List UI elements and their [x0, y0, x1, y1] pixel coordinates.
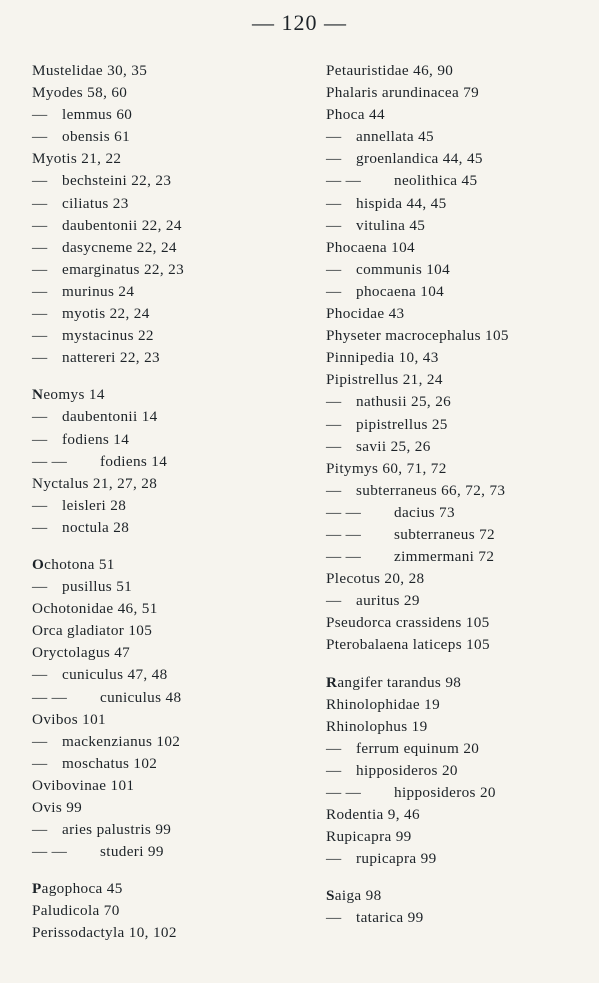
index-entry	[326, 259, 596, 281]
index-entry	[32, 406, 292, 428]
entry-text: daubentonii 22, 24	[62, 216, 182, 234]
index-entry	[326, 369, 596, 391]
entry-dash-prefix: —	[32, 408, 48, 426]
entry-text: Ovibos 101	[32, 710, 106, 728]
entry-text: Phoca 44	[326, 106, 385, 124]
entry-text: cuniculus 47, 48	[62, 666, 168, 684]
entry-text: leisleri 28	[62, 496, 127, 514]
index-entry	[326, 237, 596, 259]
entry-dash-prefix: —	[32, 260, 48, 278]
index-entry	[32, 664, 292, 686]
index-entry	[32, 642, 292, 664]
entry-text: noctula 28	[62, 518, 130, 536]
entry-text: Pagophoca 45	[32, 880, 123, 898]
index-entry	[32, 709, 292, 731]
index-entry	[32, 797, 292, 819]
entry-text: savii 25, 26	[356, 437, 431, 455]
entry-text: hispida 44, 45	[356, 194, 447, 212]
entry-text: aries palustris 99	[62, 821, 172, 839]
entry-text: Ochotona 51	[32, 555, 115, 573]
entry-dash-prefix: —	[326, 282, 342, 300]
entry-text: nattereri 22, 23	[62, 349, 160, 367]
index-entry	[326, 215, 596, 237]
entry-text: subterraneus 72	[394, 525, 495, 543]
index-entry	[32, 104, 292, 126]
entry-text: rupicapra 99	[356, 850, 437, 868]
entry-text: hipposideros 20	[394, 784, 496, 801]
entry-dash-prefix: —	[32, 172, 48, 190]
entry-dash-prefix: —	[32, 216, 48, 234]
entry-text: murinus 24	[62, 282, 135, 300]
entry-text: obensis 61	[62, 128, 131, 146]
index-entry	[32, 922, 292, 944]
entry-text: mackenzianus 102	[62, 732, 181, 750]
index-entry	[326, 458, 596, 480]
index-entry	[32, 878, 292, 900]
entry-dash-prefix: — —	[326, 548, 362, 566]
index-entry	[326, 672, 596, 694]
index-entry	[326, 907, 596, 929]
entry-dash-prefix: — —	[326, 172, 362, 190]
index-entry	[326, 782, 596, 804]
entry-dash-prefix: —	[326, 481, 342, 499]
entry-text: Rangifer tarandus 98	[326, 673, 462, 691]
entry-dash-prefix: — —	[32, 688, 68, 706]
entry-dash-prefix: —	[32, 282, 48, 300]
entry-text: Pinnipedia 10, 43	[326, 349, 439, 367]
entry-text: fodiens 14	[100, 452, 168, 470]
entry-text: communis 104	[356, 260, 451, 278]
entry-text: neolithica 45	[394, 172, 478, 190]
entry-dash-prefix: — —	[326, 784, 362, 801]
entry-dash-prefix: —	[32, 349, 48, 367]
entry-text: tatarica 99	[356, 909, 424, 927]
index-entry	[32, 215, 292, 237]
entry-dash-prefix: —	[32, 327, 48, 345]
index-entry	[32, 170, 292, 192]
entry-text: moschatus 102	[62, 754, 158, 772]
entry-text: Pipistrellus 21, 24	[326, 371, 443, 389]
entry-dash-prefix: —	[32, 106, 48, 124]
entry-text: vitulina 45	[356, 216, 426, 234]
entry-text: Physeter macrocephalus 105	[326, 327, 509, 345]
entry-text: daubentonii 14	[62, 408, 158, 426]
entry-dash-prefix: —	[32, 128, 48, 146]
entry-text: Rodentia 9, 46	[326, 806, 420, 824]
entry-text: Saiga 98	[326, 887, 382, 905]
index-entry	[326, 502, 596, 524]
index-entry	[326, 694, 596, 716]
index-entry	[326, 82, 596, 104]
entry-dash-prefix: — —	[326, 503, 362, 521]
entry-dash-prefix: —	[32, 578, 48, 596]
entry-text: Rupicapra 99	[326, 828, 412, 846]
index-entry	[32, 60, 292, 82]
index-entry	[32, 451, 292, 473]
entry-dash-prefix: —	[326, 592, 342, 610]
entry-text: Plecotus 20, 28	[326, 570, 425, 588]
index-entry	[32, 576, 292, 598]
index-entry	[32, 429, 292, 451]
entry-text: zimmermani 72	[394, 548, 495, 566]
index-entry	[32, 495, 292, 517]
index-entry	[32, 82, 292, 104]
index-entry	[326, 760, 596, 782]
index-entry	[32, 900, 292, 922]
entry-dash-prefix: —	[326, 150, 342, 168]
entry-dash-prefix: —	[32, 518, 48, 536]
entry-dash-prefix: —	[32, 754, 48, 772]
index-entry	[326, 193, 596, 215]
index-entry	[326, 634, 596, 656]
entry-text: Petauristidae 46, 90	[326, 62, 454, 79]
entry-dash-prefix: —	[326, 216, 342, 234]
entry-dash-prefix: —	[326, 128, 342, 146]
entry-dash-prefix: —	[326, 437, 342, 455]
index-entry	[32, 126, 292, 148]
entry-text: Orca gladiator 105	[32, 622, 153, 640]
entry-dash-prefix: —	[32, 194, 48, 212]
entry-dash-prefix: —	[326, 850, 342, 868]
entry-dash-prefix: —	[326, 739, 342, 757]
index-entry	[326, 885, 596, 907]
index-entry	[32, 303, 292, 325]
entry-text: lemmus 60	[62, 106, 133, 124]
entry-text: fodiens 14	[62, 430, 130, 448]
entry-text: cuniculus 48	[100, 688, 182, 706]
index-entry	[32, 554, 292, 576]
entry-text: Oryctolagus 47	[32, 644, 131, 662]
entry-text: emarginatus 22, 23	[62, 260, 185, 278]
entry-dash-prefix: — —	[32, 843, 68, 861]
entry-text: dasycneme 22, 24	[62, 238, 177, 256]
entry-dash-prefix: —	[326, 415, 342, 433]
right-index-column	[326, 60, 596, 930]
entry-text: phocaena 104	[356, 282, 445, 300]
entry-text: pipistrellus 25	[356, 415, 448, 433]
index-entry	[326, 826, 596, 848]
index-entry	[326, 281, 596, 303]
entry-dash-prefix: —	[326, 761, 342, 779]
entry-text: myotis 22, 24	[62, 305, 150, 323]
entry-dash-prefix: —	[326, 260, 342, 278]
index-entry	[32, 753, 292, 775]
entry-text: mystacinus 22	[62, 327, 154, 345]
entry-dash-prefix: —	[326, 393, 342, 411]
index-entry	[326, 325, 596, 347]
entry-text: Ovis 99	[32, 799, 83, 816]
entry-dash-prefix: —	[32, 821, 48, 839]
index-entry	[326, 104, 596, 126]
index-entry	[326, 524, 596, 546]
index-entry	[326, 60, 596, 82]
entry-text: Rhinolophidae 19	[326, 695, 441, 713]
index-entry	[32, 193, 292, 215]
index-entry	[32, 731, 292, 753]
entry-text: ciliatus 23	[62, 194, 129, 212]
entry-text: Myotis 21, 22	[32, 150, 122, 168]
index-entry	[32, 148, 292, 170]
entry-text: Perissodactyla 10, 102	[32, 924, 177, 942]
left-index-column	[32, 60, 292, 945]
index-entry	[32, 517, 292, 539]
index-entry	[326, 303, 596, 325]
entry-text: auritus 29	[356, 592, 420, 610]
entry-dash-prefix: —	[32, 238, 48, 256]
index-entry	[32, 384, 292, 406]
entry-text: Nyctalus 21, 27, 28	[32, 474, 158, 492]
entry-text: nathusii 25, 26	[356, 393, 452, 411]
entry-dash-prefix: —	[32, 305, 48, 323]
index-entry	[326, 414, 596, 436]
index-entry	[32, 598, 292, 620]
index-entry	[326, 568, 596, 590]
entry-text: ferrum equinum 20	[356, 739, 480, 757]
entry-text: Rhinolophus 19	[326, 717, 428, 735]
index-entry	[326, 612, 596, 634]
entry-dash-prefix: —	[32, 496, 48, 514]
index-entry	[326, 738, 596, 760]
entry-text: Pterobalaena laticeps 105	[326, 636, 490, 654]
index-entry	[326, 804, 596, 826]
entry-text: Pitymys 60, 71, 72	[326, 459, 447, 477]
entry-text: Phocaena 104	[326, 238, 415, 256]
index-entry	[326, 716, 596, 738]
entry-dash-prefix: —	[326, 194, 342, 212]
index-entry	[32, 237, 292, 259]
entry-dash-prefix: —	[32, 666, 48, 684]
page-number: — 120 —	[252, 10, 347, 35]
index-entry	[32, 620, 292, 642]
index-entry	[326, 170, 596, 192]
entry-text: pusillus 51	[62, 578, 133, 596]
index-entry	[326, 391, 596, 413]
index-entry	[326, 590, 596, 612]
entry-dash-prefix: — —	[32, 452, 68, 470]
entry-text: Neomys 14	[32, 386, 105, 404]
index-entry	[32, 347, 292, 369]
entry-dash-prefix: —	[326, 909, 342, 927]
index-entry	[32, 775, 292, 797]
entry-text: studeri 99	[100, 843, 164, 861]
index-entry	[326, 148, 596, 170]
index-entry	[326, 480, 596, 502]
entry-text: Phalaris arundinacea 79	[326, 84, 480, 102]
index-entry	[32, 259, 292, 281]
index-entry	[32, 325, 292, 347]
index-entry	[32, 819, 292, 841]
entry-dash-prefix: —	[32, 430, 48, 448]
entry-text: hipposideros 20	[356, 761, 458, 779]
entry-text: Ovibovinae 101	[32, 776, 135, 794]
entry-text: Pseudorca crassidens 105	[326, 614, 490, 632]
index-entry	[326, 546, 596, 568]
index-entry	[32, 687, 292, 709]
index-entry	[32, 841, 292, 863]
index-entry	[32, 473, 292, 495]
entry-text: Phocidae 43	[326, 305, 405, 323]
entry-text: Ochotonidae 46, 51	[32, 600, 158, 618]
entry-text: bechsteini 22, 23	[62, 172, 172, 190]
index-entry	[326, 126, 596, 148]
entry-dash-prefix: —	[32, 732, 48, 750]
index-entry	[326, 347, 596, 369]
entry-text: Paludicola 70	[32, 902, 120, 920]
index-entry	[32, 281, 292, 303]
index-entry	[326, 848, 596, 870]
entry-text: annellata 45	[356, 128, 434, 146]
entry-text: Myodes 58, 60	[32, 84, 128, 102]
entry-dash-prefix: — —	[326, 525, 362, 543]
entry-text: dacius 73	[394, 503, 455, 521]
entry-text: groenlandica 44, 45	[356, 150, 483, 168]
entry-text: subterraneus 66, 72, 73	[356, 481, 506, 499]
index-entry	[326, 436, 596, 458]
entry-text: Mustelidae 30, 35	[32, 62, 148, 79]
